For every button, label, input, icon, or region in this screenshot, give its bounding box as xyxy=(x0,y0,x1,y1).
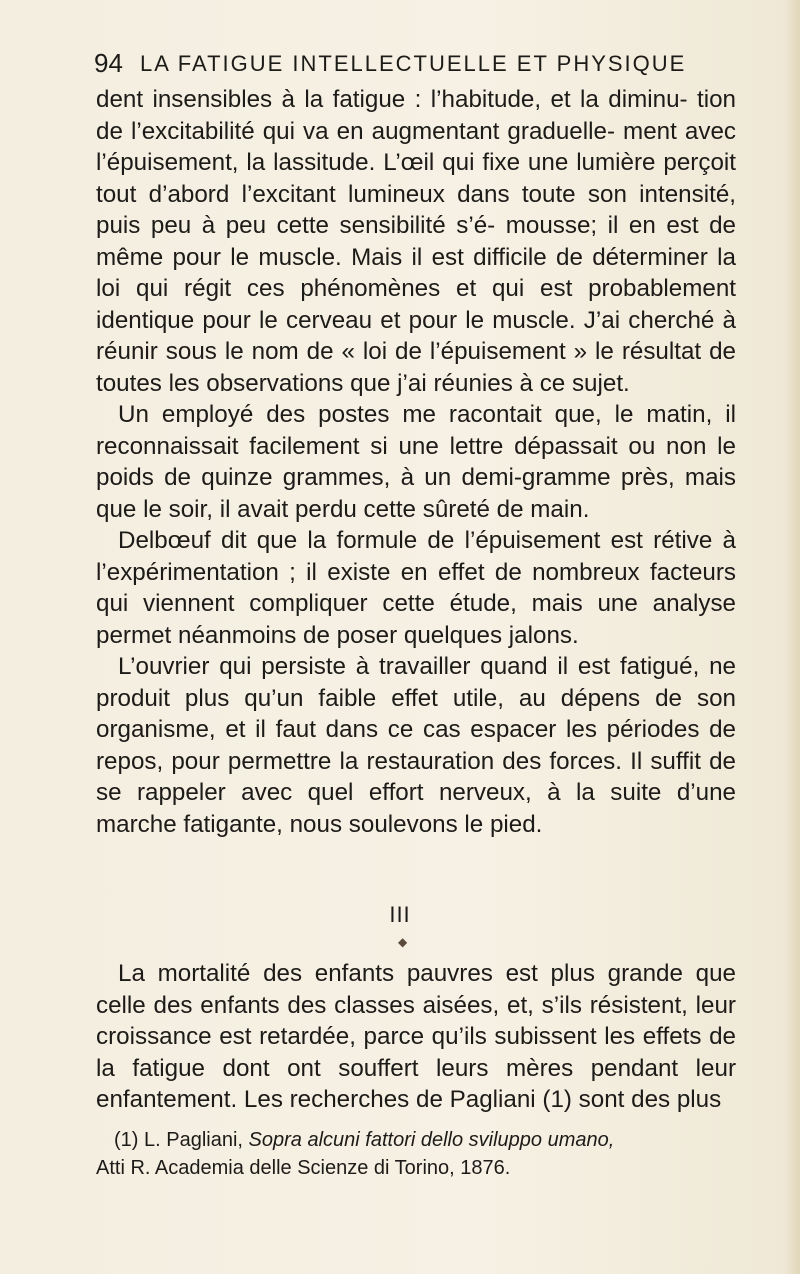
footnote-marker: (1) xyxy=(114,1129,139,1151)
paragraph: dent insensibles à la fatigue : l’habitude, et la diminu- tion de l’excitabilité qui va en augmentant graduelle- ment avec l’épuisement, la lassitude. L’œil qui fixe une lumière perçoit tout d’abord l’excitant lumineux dans toute son intensité, puis peu à peu cette sensibilité s’é- mousse; il en est de même pour le muscle. Mais il est difficile de déterminer la loi qui régit ces phénomènes et qui est probablement identique pour le cerveau et pour le muscle. J’ai cherché à réunir sous le nom de « loi de l’épuisement » le résultat de toutes les observations que j’ai réunies à ce sujet. xyxy=(96,86,736,397)
paragraph: La mortalité des enfants pauvres est plus grande que celle des enfants des classes aisées, et, s’ils résistent, leur croissance est retardée, parce qu’ils subissent les effets de la fatigue dont ont souffert leurs mères pendant leur enfantement. Les recherches de Pagliani (1) sont des plus xyxy=(96,960,736,1113)
running-header xyxy=(94,48,734,88)
footnote-work-title: Sopra alcuni fattori dello sviluppo umano, xyxy=(248,1129,615,1151)
footnote-author: L. Pagliani, xyxy=(144,1129,243,1151)
ornament-mark: ◆ xyxy=(398,935,408,949)
paragraph: Un employé des postes me racontait que, le matin, il reconnaissait facilement si une lettre dépassait ou non le poids de quinze grammes, à un demi-gramme près, mais que le soir, il avait perdu cette sûreté de main. xyxy=(96,401,736,523)
running-title: LA FATIGUE INTELLECTUELLE ET PHYSIQUE xyxy=(140,51,687,76)
paragraph: L’ouvrier qui persiste à travailler quand il est fatigué, ne produit plus qu’un faible effet utile, au dépens de son organisme, et il faut dans ce cas espacer les périodes de repos, pour permettre la restauration des forces. Il suffit de se rappeler avec quel effort nerveux, à la suite d’une marche fatigante, nous soulevons le pied. xyxy=(96,653,736,838)
footnote xyxy=(96,1126,736,1182)
footnote-publication: Atti R. Academia delle Scienze di Torino, 1876. xyxy=(96,1157,511,1179)
page-edge xyxy=(784,0,800,1274)
section-text xyxy=(96,958,736,1116)
page-number: 94 xyxy=(94,48,123,78)
section-heading xyxy=(0,902,800,928)
section-numeral: III xyxy=(389,902,411,927)
paragraph: Delbœuf dit que la formule de l’épuisement est rétive à l’expérimentation ; il existe en effet de nombreux facteurs qui viennent compliquer cette étude, mais une analyse permet néanmoins de poser quelques jalons. xyxy=(96,527,736,649)
main-text xyxy=(96,84,736,840)
